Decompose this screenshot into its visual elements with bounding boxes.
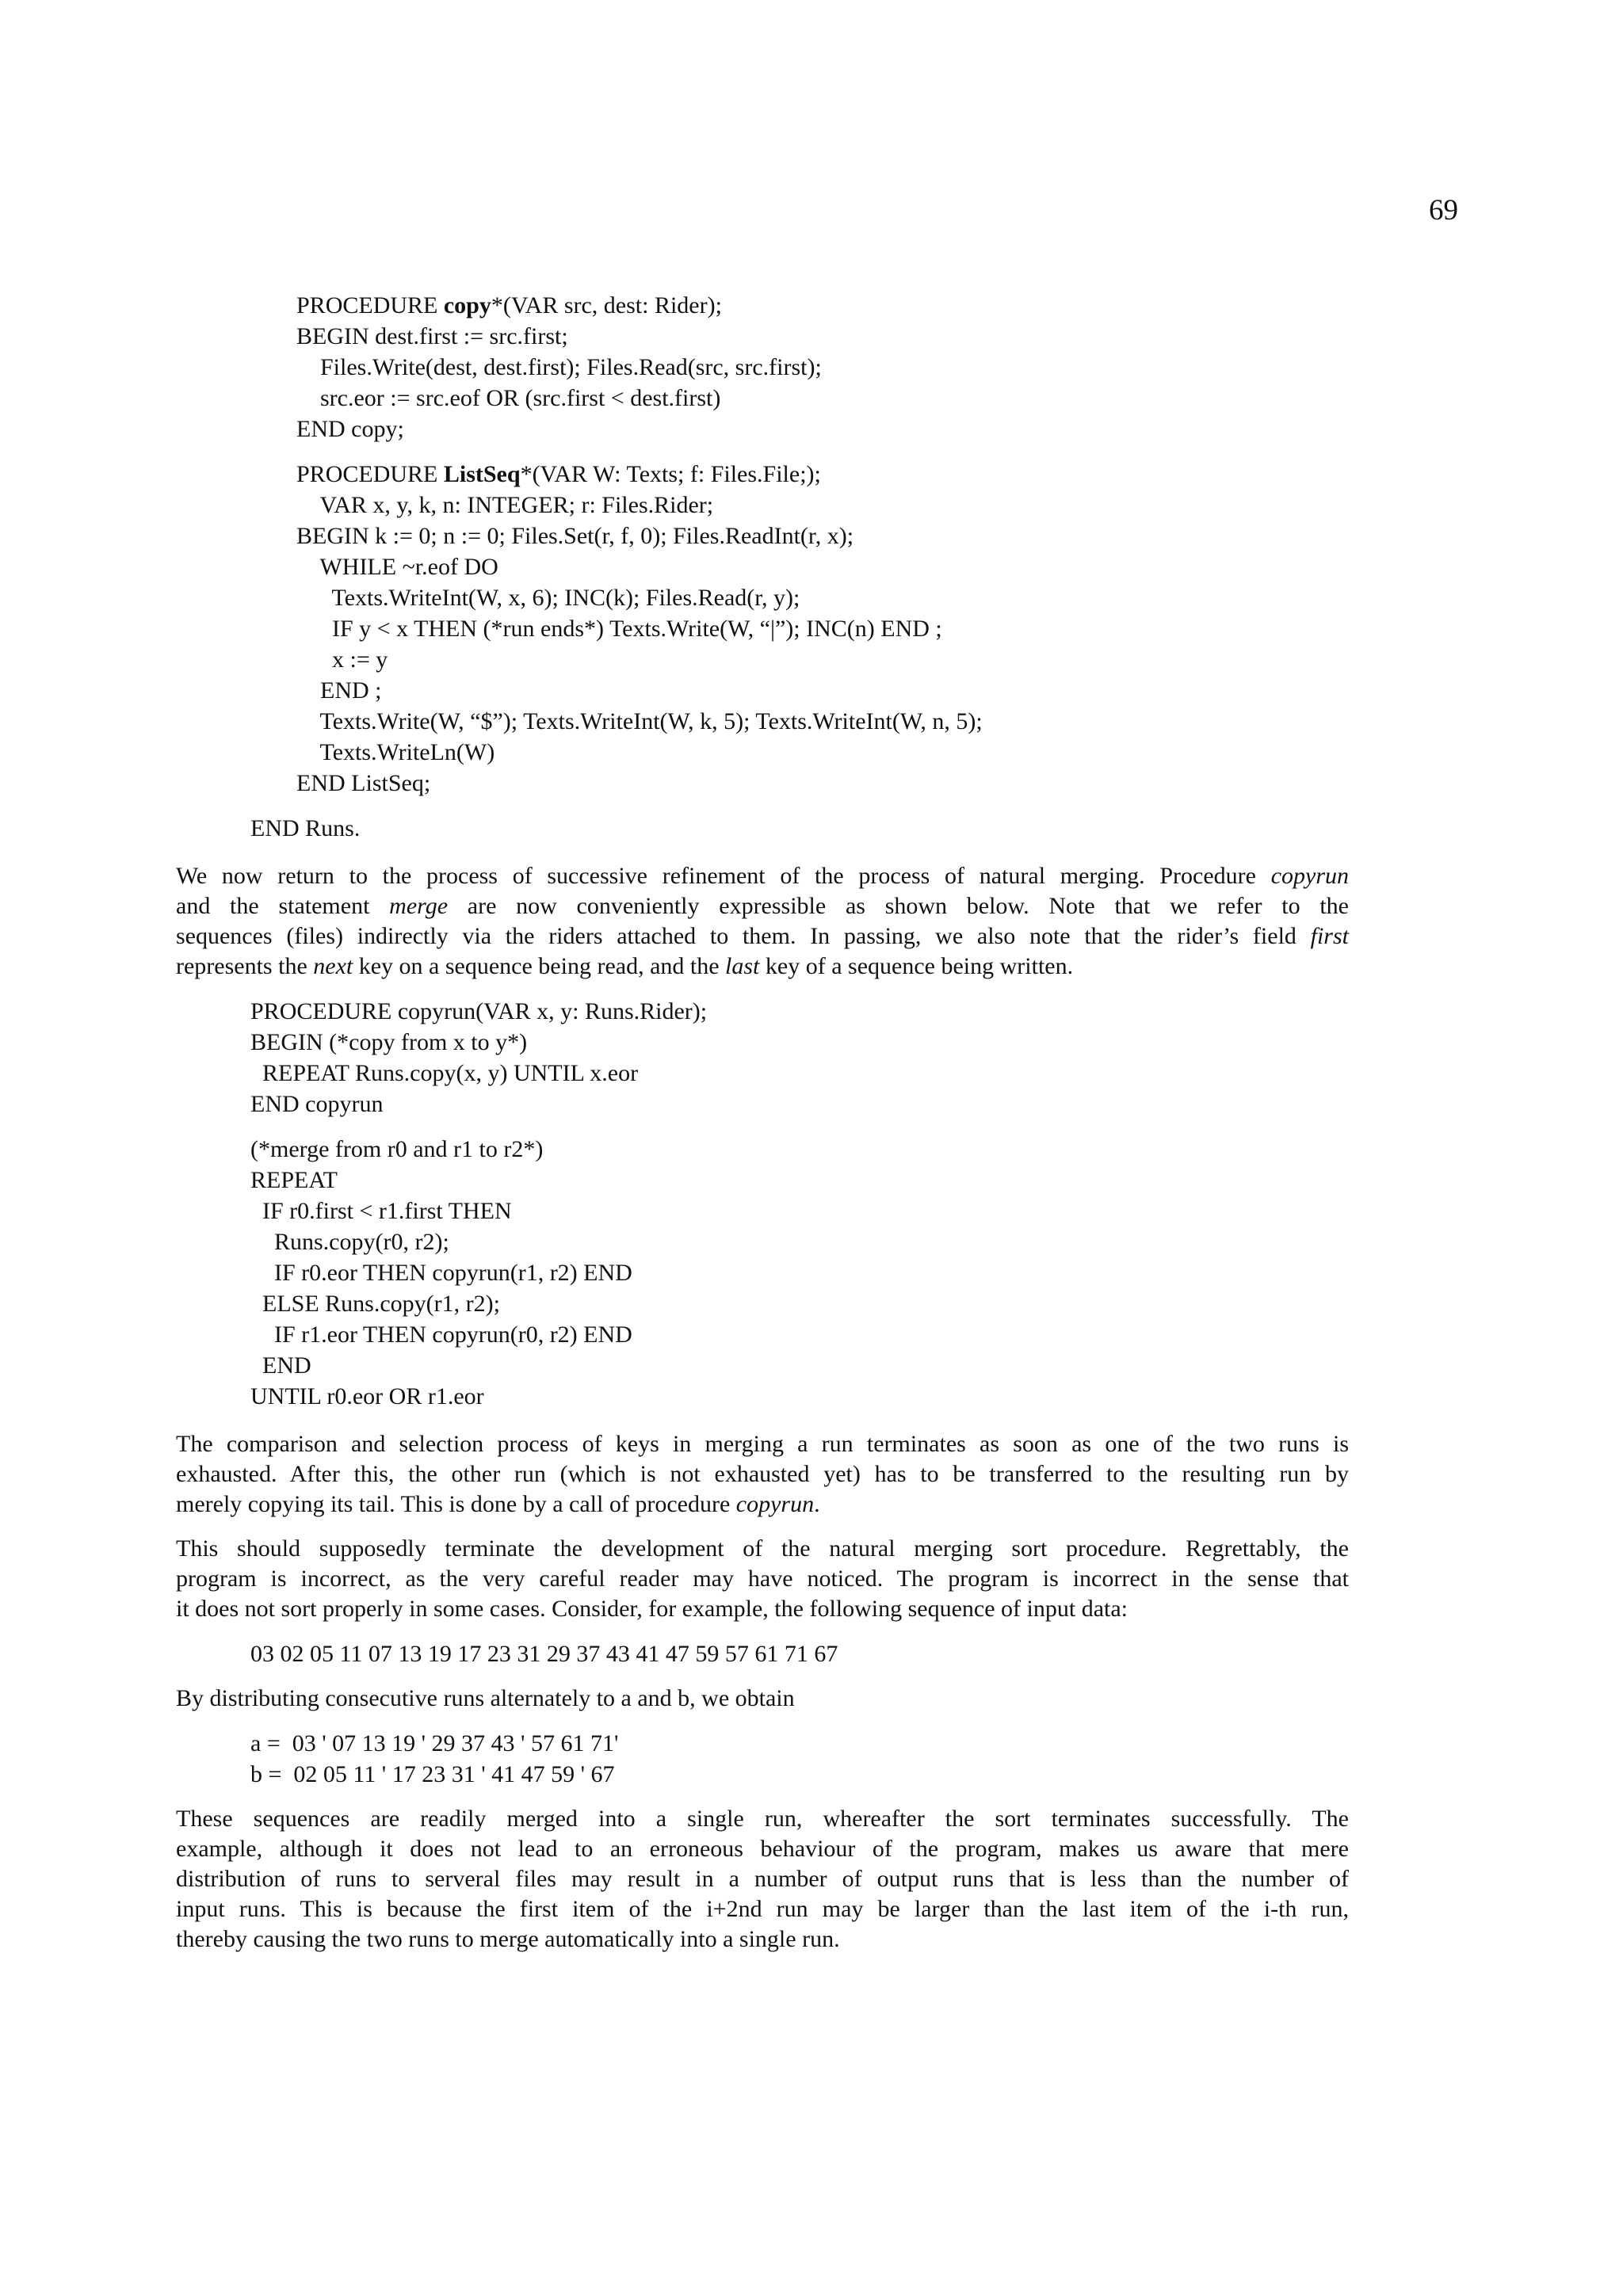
input-sequence: 03 02 05 11 07 13 19 17 23 31 29 37 43 41 47 59 57 61 71 67 <box>250 1641 838 1667</box>
code-line: END copy; <box>296 416 404 442</box>
paragraph-merged: These sequences are readily merged into a single run, whereafter the sort terminates successfully. The example, although it does not lead to an erroneous behaviour of the program, makes us aware that mere distribution of runs to serveral files may result in a number of output runs that is less than the number of input runs. This is because the first item of the i+2nd run may be larger than the last item of the i-th run, thereby causing the two runs to merge automatically into a single run. <box>176 1806 1349 1952</box>
code-line: REPEAT <box>250 1167 338 1193</box>
code-line: PROCEDURE ListSeq*(VAR W: Texts; f: Files.File;); <box>296 461 821 487</box>
code-line: Runs.copy(r0, r2); <box>250 1229 449 1255</box>
procedure-copyrun-code <box>176 996 1349 1119</box>
code-line: Texts.Write(W, “$”); Texts.WriteInt(W, k, 5); Texts.WriteInt(W, n, 5); <box>296 708 983 734</box>
code-line: IF y < x THEN (*run ends*) Texts.Write(W, “|”); INC(n) END ; <box>296 616 942 642</box>
code-line: VAR x, y, k, n: INTEGER; r: Files.Rider; <box>296 492 714 518</box>
procedure-name-listseq: ListSeq <box>443 461 521 487</box>
module-end-code <box>176 813 1349 844</box>
page-number: 69 <box>1429 194 1458 227</box>
code-line: BEGIN dest.first := src.first; <box>296 323 568 349</box>
code-line: END ; <box>296 677 382 704</box>
procedure-name-copy: copy <box>443 292 491 318</box>
sequence-a: a = 03 ' 07 13 19 ' 29 37 43 ' 57 61 71' <box>250 1730 619 1756</box>
code-line: IF r1.eor THEN copyrun(r0, r2) END <box>250 1322 632 1348</box>
code-line: WHILE ~r.eof DO <box>296 554 498 580</box>
sequence-b: b = 02 05 11 ' 17 23 31 ' 41 47 59 ' 67 <box>250 1761 615 1787</box>
code-line: Texts.WriteLn(W) <box>296 739 495 765</box>
procedure-copy-code <box>176 290 1349 444</box>
code-line: IF r0.eor THEN copyrun(r1, r2) END <box>250 1260 632 1286</box>
code-line: UNTIL r0.eor OR r1.eor <box>250 1383 484 1409</box>
code-line: END copyrun <box>250 1091 384 1117</box>
paragraph-incorrect: This should supposedly terminate the development of the natural merging sort procedure. Regrettably, the program is incorrect, as the very careful reader may have noticed. The program is incorrect in the sense that it does not sort properly in some cases. Consider, for example, the following sequence of input data: <box>176 1535 1349 1622</box>
code-line: REPEAT Runs.copy(x, y) UNTIL x.eor <box>250 1060 639 1086</box>
paragraph-distributing: By distributing consecutive runs alternately to a and b, we obtain <box>176 1685 795 1711</box>
procedure-listseq-code <box>176 459 1349 799</box>
code-line: IF r0.first < r1.first THEN <box>250 1198 512 1224</box>
code-line: BEGIN k := 0; n := 0; Files.Set(r, f, 0); Files.ReadInt(r, x); <box>296 523 854 549</box>
code-line: END <box>250 1352 311 1379</box>
code-line: END ListSeq; <box>296 770 431 796</box>
code-line: BEGIN (*copy from x to y*) <box>250 1029 528 1055</box>
code-line: Texts.WriteInt(W, x, 6); INC(k); Files.Read(r, y); <box>296 585 800 611</box>
code-line: ELSE Runs.copy(r1, r2); <box>250 1291 500 1317</box>
code-line: (*merge from r0 and r1 to r2*) <box>250 1136 544 1162</box>
code-line: PROCEDURE copyrun(VAR x, y: Runs.Rider); <box>250 998 708 1024</box>
code-line: Files.Write(dest, dest.first); Files.Read(src, src.first); <box>296 354 822 380</box>
code-line: x := y <box>296 646 388 673</box>
code-line: END Runs. <box>250 815 361 841</box>
paragraph-comparison: The comparison and selection process of keys in merging a run terminates as soon as one of the two runs is exhausted. After this, the other run (which is not exhausted yet) has to be transferred to the resulting run by merely copying its tail. This is done by a call of procedure copyrun. <box>176 1431 1349 1517</box>
code-line: src.eor := src.eof OR (src.first < dest.first) <box>296 385 721 411</box>
merge-statement-code <box>176 1134 1349 1412</box>
code-line: PROCEDURE copy*(VAR src, dest: Rider); <box>296 292 722 318</box>
paragraph-refinement: We now return to the process of successive refinement of the process of natural merging. Procedure copyrun and the statement merge are now conveniently expressible as shown below. Note that we refer to the sequences (files) indirectly via the riders attached to them. In passing, we also note that the rider’s field first represents the next key on a sequence being read, and the last key of a sequence being written. <box>176 863 1349 979</box>
page-content <box>176 290 1349 1955</box>
